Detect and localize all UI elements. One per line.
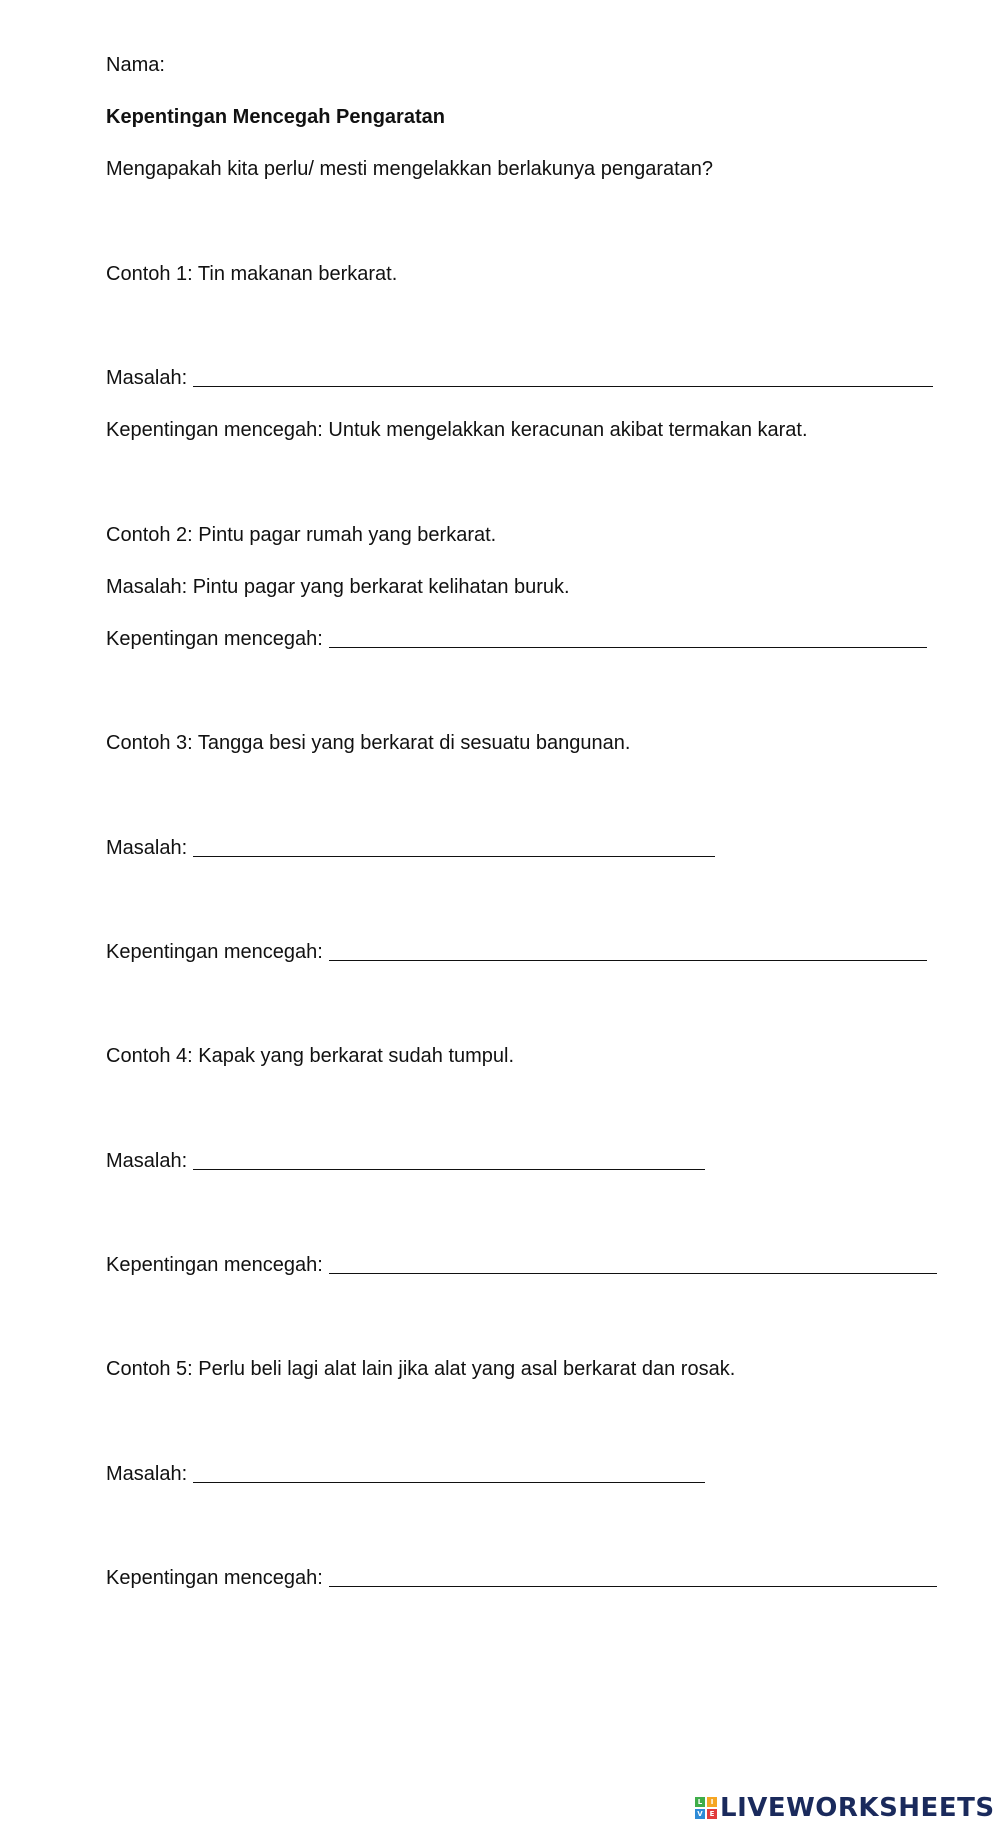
- kepentingan-label: Kepentingan mencegah:: [106, 628, 323, 650]
- contoh-3-masalah-row: [106, 835, 715, 861]
- masalah-label: Masalah:: [106, 1150, 188, 1172]
- masalah-label: Masalah:: [106, 837, 188, 859]
- kepentingan-label: Kepentingan mencegah:: [106, 1567, 323, 1589]
- logo-letter: L: [695, 1797, 705, 1807]
- contoh-3: Contoh 3: Tangga besi yang berkarat di sesuatu bangunan.: [106, 732, 631, 754]
- page-title: Kepentingan Mencegah Pengaratan: [106, 106, 445, 128]
- contoh-5: Contoh 5: Perlu beli lagi alat lain jika alat yang asal berkarat dan rosak.: [106, 1358, 736, 1380]
- masalah-answer-blank[interactable]: [193, 366, 933, 387]
- masalah-label: Masalah:: [106, 367, 188, 389]
- contoh-3-kepentingan-row: [106, 939, 927, 965]
- kepentingan-answer-blank[interactable]: [329, 1566, 937, 1587]
- contoh-1-masalah-row: [106, 365, 933, 391]
- contoh-5-masalah-row: [106, 1461, 705, 1487]
- logo-text: LIVEWORKSHEETS: [720, 1793, 995, 1823]
- masalah-answer-blank[interactable]: [193, 1462, 705, 1483]
- contoh-2-kepentingan-row: [106, 626, 927, 652]
- masalah-answer-blank[interactable]: [193, 1149, 705, 1170]
- contoh-4: Contoh 4: Kapak yang berkarat sudah tumpul.: [106, 1045, 515, 1067]
- masalah-answer-blank[interactable]: [193, 836, 715, 857]
- question-text: Mengapakah kita perlu/ mesti mengelakkan berlakunya pengaratan?: [106, 158, 714, 180]
- masalah-label: Masalah:: [106, 1463, 188, 1485]
- kepentingan-answer-blank[interactable]: [329, 627, 927, 648]
- logo-letter: V: [695, 1809, 705, 1819]
- contoh-4-kepentingan-row: [106, 1252, 937, 1278]
- contoh-5-kepentingan-row: [106, 1565, 937, 1591]
- kepentingan-label: Kepentingan mencegah:: [106, 1254, 323, 1276]
- contoh-1-kepentingan: Kepentingan mencegah: Untuk mengelakkan keracunan akibat termakan karat.: [106, 419, 808, 441]
- logo-letter: I: [707, 1797, 717, 1807]
- logo-letter: E: [707, 1809, 717, 1819]
- kepentingan-answer-blank[interactable]: [329, 940, 927, 961]
- contoh-2-masalah: Masalah: Pintu pagar yang berkarat kelihatan buruk.: [106, 576, 570, 598]
- name-label: Nama:: [106, 54, 165, 76]
- kepentingan-label: Kepentingan mencegah:: [106, 941, 323, 963]
- contoh-2: Contoh 2: Pintu pagar rumah yang berkarat.: [106, 524, 497, 546]
- liveworksheets-logo: [695, 1793, 995, 1823]
- contoh-1: Contoh 1: Tin makanan berkarat.: [106, 263, 398, 285]
- contoh-4-masalah-row: [106, 1148, 705, 1174]
- kepentingan-answer-blank[interactable]: [329, 1253, 937, 1274]
- logo-grid-icon: [695, 1797, 717, 1819]
